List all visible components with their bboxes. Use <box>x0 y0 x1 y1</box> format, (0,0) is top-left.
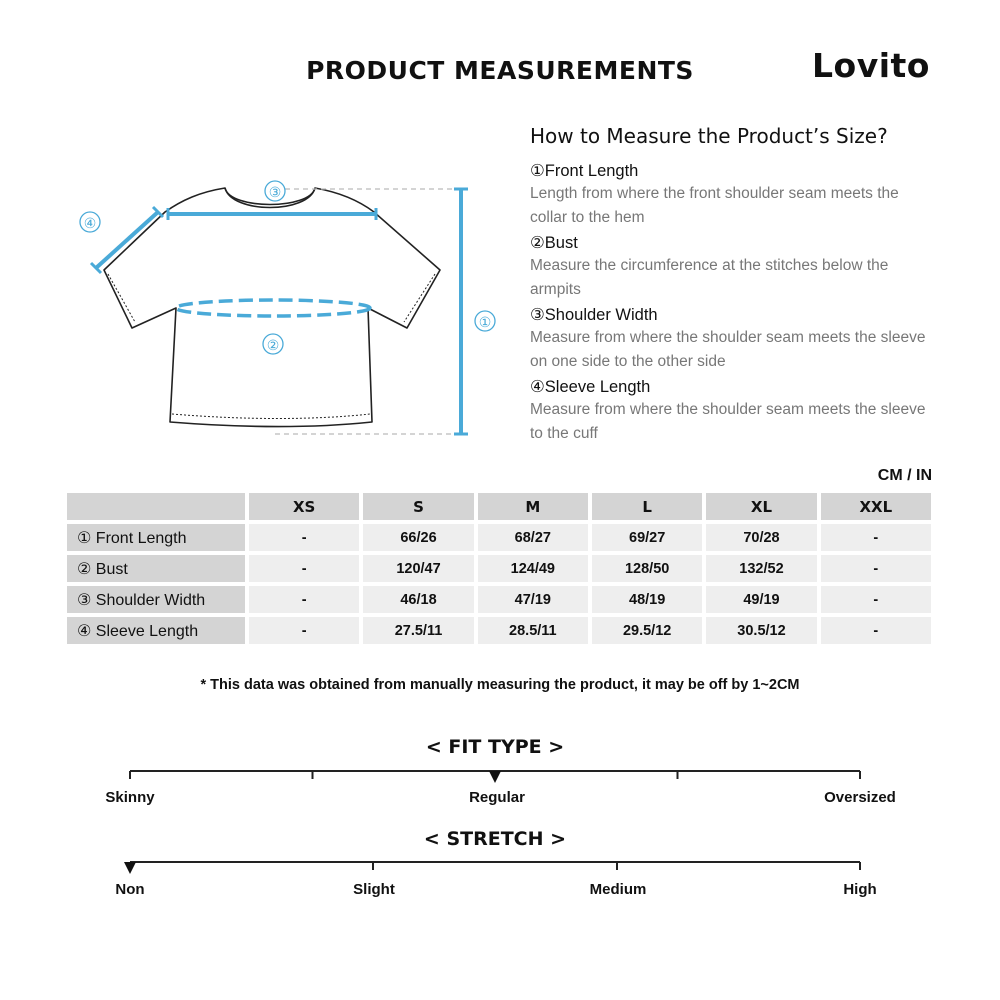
table-cell: - <box>249 555 359 582</box>
table-cell: - <box>249 586 359 613</box>
table-row <box>67 555 931 582</box>
table-cell: - <box>821 586 931 613</box>
measure-item-desc: Length from where the front shoulder seam meets the collar to the hem <box>530 185 899 226</box>
measure-item-desc: Measure from where the shoulder seam meets the sleeve on one side to the other side <box>530 329 926 370</box>
table-cell: 48/19 <box>592 586 702 613</box>
table-cell: 30.5/12 <box>706 617 816 644</box>
fit-type-indicator <box>489 771 501 783</box>
table-cell: 27.5/11 <box>363 617 473 644</box>
table-cell: 70/28 <box>706 524 816 551</box>
table-cell: 120/47 <box>363 555 473 582</box>
measure-item-bust <box>530 232 930 301</box>
table-cell: - <box>821 524 931 551</box>
measurement-note: * This data was obtained from manually measuring the product, it may be off by 1~2CM <box>200 677 800 693</box>
column-header: S <box>363 493 473 520</box>
stretch-label-high: High <box>843 881 877 898</box>
measure-item-title: ②Bust <box>530 234 578 252</box>
measure-item-title: ③Shoulder Width <box>530 306 658 324</box>
column-header: XXL <box>821 493 931 520</box>
table-cell: - <box>821 617 931 644</box>
page-title: PRODUCT MEASUREMENTS <box>306 56 694 85</box>
table-header-row <box>67 493 931 520</box>
size-table <box>63 489 935 648</box>
measure-guide-heading: How to Measure the Product’s Size? <box>530 124 888 148</box>
stretch-title: < STRETCH > <box>423 828 567 850</box>
column-header: M <box>478 493 588 520</box>
table-cell: 49/19 <box>706 586 816 613</box>
stretch-label-non: Non <box>115 881 145 898</box>
column-header: XS <box>249 493 359 520</box>
fit-type-title: < FIT TYPE > <box>425 736 565 758</box>
table-cell: 69/27 <box>592 524 702 551</box>
table-corner-cell <box>67 493 245 520</box>
table-cell: 46/18 <box>363 586 473 613</box>
table-cell: - <box>249 524 359 551</box>
row-label: ② Bust <box>67 555 245 582</box>
fit-label-skinny: Skinny <box>105 789 155 806</box>
brand-logo: Lovito <box>812 46 930 85</box>
units-label: CM / IN <box>877 467 932 484</box>
measure-item-title: ④Sleeve Length <box>530 378 651 396</box>
stretch-axis <box>130 862 860 870</box>
measure-lines <box>91 189 468 434</box>
table-row <box>67 617 931 644</box>
measure-item-front-length <box>530 160 930 229</box>
tshirt-diagram <box>70 170 510 450</box>
marker-3: ③ <box>268 184 282 200</box>
table-cell: 47/19 <box>478 586 588 613</box>
row-label: ④ Sleeve Length <box>67 617 245 644</box>
table-cell: 66/26 <box>363 524 473 551</box>
marker-1: ① <box>478 314 492 330</box>
marker-2: ② <box>266 337 280 353</box>
column-header: L <box>592 493 702 520</box>
marker-circles <box>80 181 495 354</box>
measure-item-desc: Measure the circumference at the stitches below the armpits <box>530 257 889 298</box>
stretch-label-slight: Slight <box>353 881 395 898</box>
table-cell: 28.5/11 <box>478 617 588 644</box>
measure-item-sleeve-length <box>530 376 930 445</box>
measure-item-title: ①Front Length <box>530 162 639 180</box>
fit-label-regular: Regular <box>469 789 525 806</box>
fit-type-axis <box>130 771 860 779</box>
table-row <box>67 586 931 613</box>
table-cell: 68/27 <box>478 524 588 551</box>
table-cell: 29.5/12 <box>592 617 702 644</box>
table-cell: 124/49 <box>478 555 588 582</box>
table-row <box>67 524 931 551</box>
tshirt-outline <box>104 188 440 427</box>
table-cell: 132/52 <box>706 555 816 582</box>
column-header: XL <box>706 493 816 520</box>
table-cell: - <box>821 555 931 582</box>
row-label: ① Front Length <box>67 524 245 551</box>
stretch-label-medium: Medium <box>589 881 647 898</box>
fit-label-oversized: Oversized <box>824 789 896 806</box>
stretch-indicator <box>124 862 136 874</box>
measure-item-shoulder-width <box>530 304 930 373</box>
marker-4: ④ <box>83 215 97 231</box>
measure-guide <box>530 124 930 448</box>
row-label: ③ Shoulder Width <box>67 586 245 613</box>
measure-item-desc: Measure from where the shoulder seam meets the sleeve to the cuff <box>530 401 926 442</box>
table-cell: 128/50 <box>592 555 702 582</box>
table-cell: - <box>249 617 359 644</box>
